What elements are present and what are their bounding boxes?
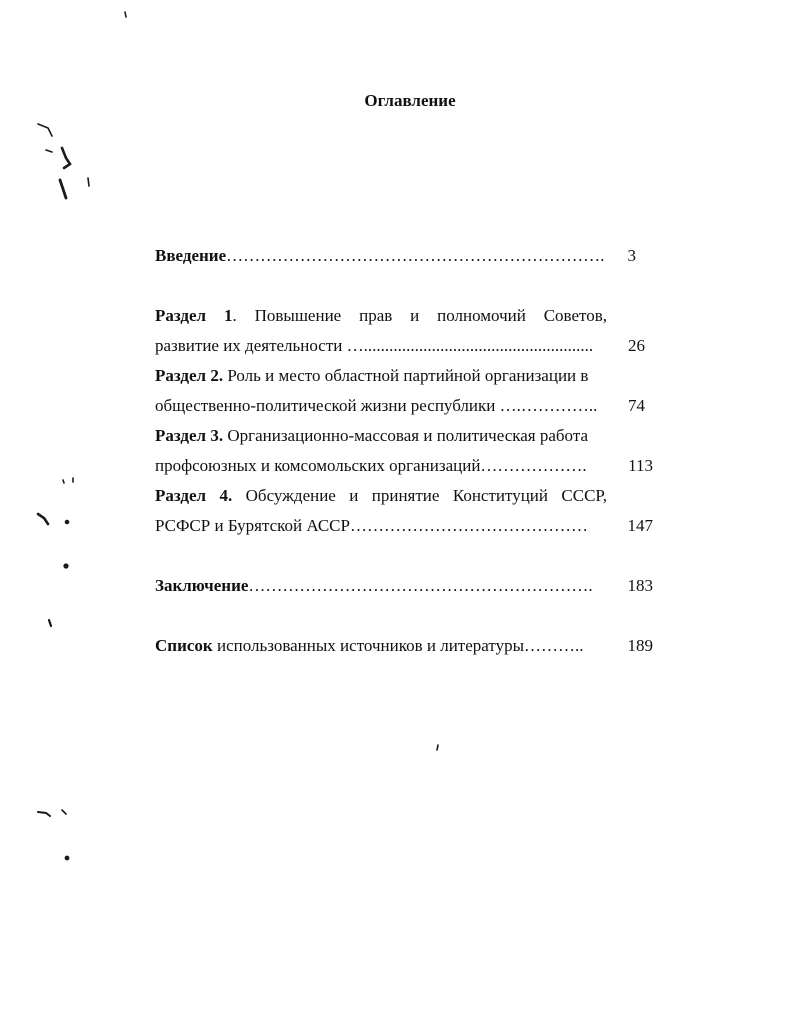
toc-page-number: 189 xyxy=(627,636,653,655)
scan-speck xyxy=(65,856,68,859)
scan-speck xyxy=(125,12,126,17)
toc-page-number: 3 xyxy=(627,246,636,265)
toc-entry-text: Обсуждение и принятие Конституций СССР, xyxy=(232,486,607,505)
toc-page-number: 26 xyxy=(628,336,645,355)
toc-entry-lead: Раздел 2. xyxy=(155,366,224,385)
toc-entry-lead: Список xyxy=(155,636,213,655)
scan-speck xyxy=(62,810,66,814)
scan-speck xyxy=(62,148,70,168)
toc-entry-lead: Заключение xyxy=(155,576,249,595)
toc-entry-text: . Повышение прав и полномочий Советов, xyxy=(232,306,607,325)
scan-speck xyxy=(38,514,48,524)
scan-speck xyxy=(46,150,52,152)
toc-entry-lead: Раздел 3. xyxy=(155,426,224,445)
toc-entry-lead: Введение xyxy=(155,246,227,265)
toc-page-number: 74 xyxy=(628,396,645,415)
toc-entry-lead: Раздел 1 xyxy=(155,306,233,325)
scan-speck xyxy=(38,124,52,136)
toc-entry-text: Роль и место областной партийной организации в xyxy=(223,366,589,385)
scan-speck xyxy=(66,521,69,524)
toc-page-number: 147 xyxy=(627,516,653,535)
toc-page-number: 113 xyxy=(628,456,653,475)
scan-speck xyxy=(64,564,68,568)
toc-entry-leader: …………………………………………………………. xyxy=(226,246,605,265)
toc-entry-lead: Раздел 4. xyxy=(155,486,233,505)
scan-speck xyxy=(60,180,66,198)
toc-entry-text: использованных источников и литературы……….. xyxy=(212,636,584,655)
toc-entry-text: общественно-политической жизни республики ….………….. xyxy=(155,396,598,415)
scan-speck xyxy=(49,620,51,626)
toc-entry-text: профсоюзных и комсомольских организаций………………. xyxy=(155,456,587,475)
page-title: Оглавление xyxy=(364,91,456,110)
toc-entry-leader: ……………………………………………………. xyxy=(248,576,593,595)
toc-entry-text: Организационно-массовая и политическая работа xyxy=(223,426,589,445)
scan-speck xyxy=(437,745,438,750)
toc-entry-text: РСФСР и Бурятской АССР…………………………………… xyxy=(155,516,588,535)
scan-speck xyxy=(88,178,89,186)
toc-page-number: 183 xyxy=(627,576,653,595)
toc-entry-text: развитие их деятельности …...................................................... xyxy=(155,336,594,355)
scan-speck xyxy=(63,480,64,483)
scan-speck xyxy=(38,812,50,816)
